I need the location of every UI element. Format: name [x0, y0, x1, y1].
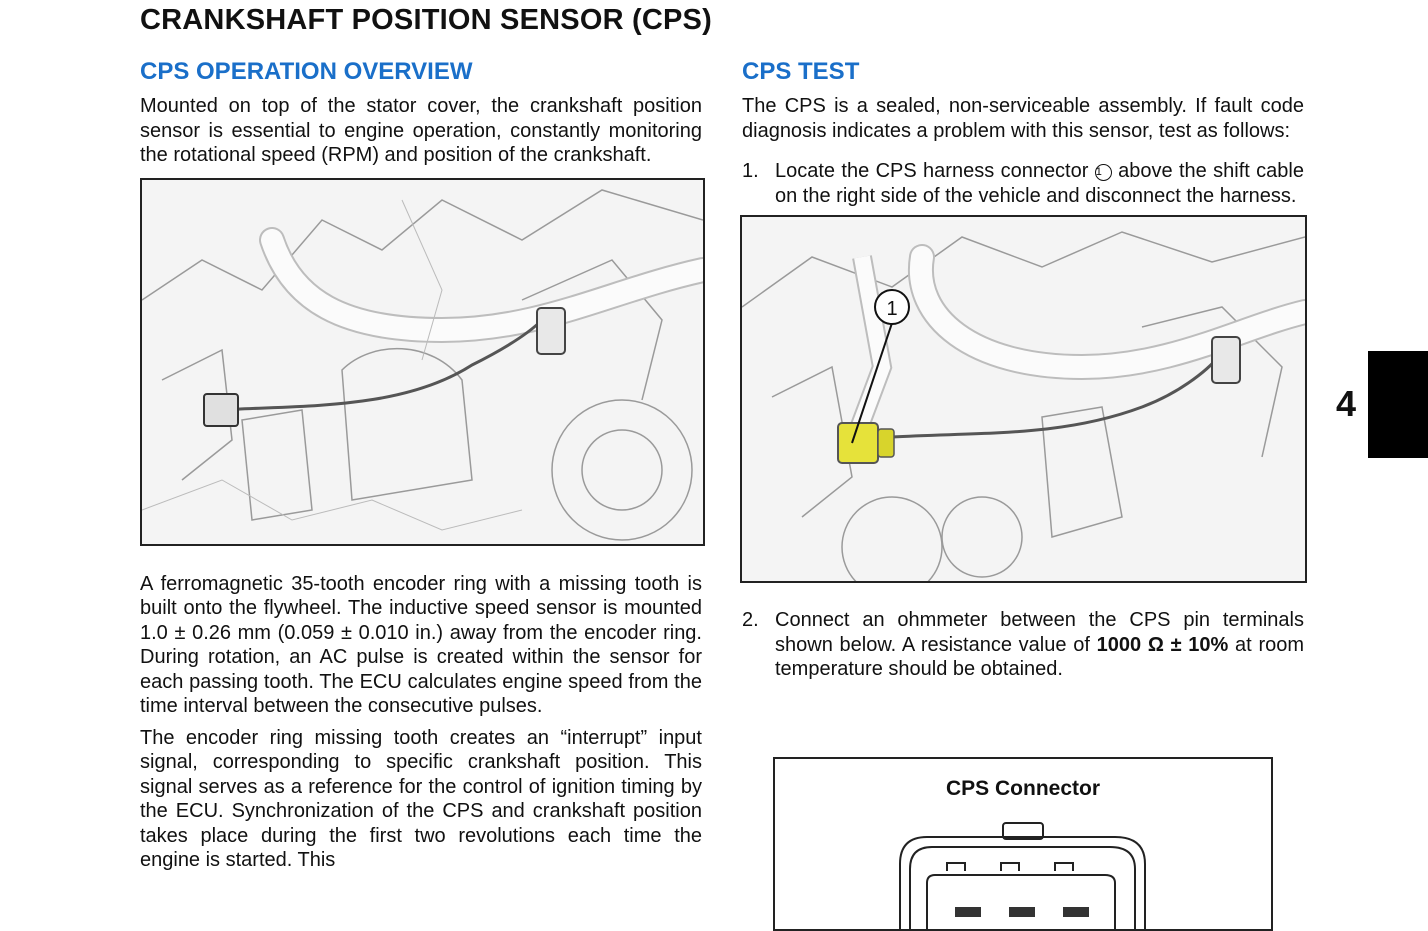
operation-overview-heading: CPS OPERATION OVERVIEW — [140, 58, 473, 85]
step-1-number: 1. — [742, 160, 759, 182]
cps-test-intro: The CPS is a sealed, non-serviceable assembly. If fault code diagnosis indicates a problem with this sensor, test as follows: — [742, 95, 1304, 142]
step-2-text-b: at room temperature should be obtained. — [775, 633, 1305, 680]
engine-illustration — [142, 180, 703, 544]
right-column — [742, 58, 1304, 682]
left-column — [140, 58, 702, 873]
encoder-ring-text: A ferromagnetic 35-tooth encoder ring with a missing tooth is built onto the flywheel. The inductive speed sensor is mounted 1.0 ± 0.26 mm (0.059 ± 0.010 in.) away from the encoder ring. During rotation, an AC pulse is created within the sensor for each passing tooth. The ECU calculates engine speed from the time interval between the consecutive pulses. — [140, 572, 702, 717]
connector-outline-illustration — [775, 759, 1271, 929]
test-steps-list-cont — [742, 608, 1304, 682]
chapter-tab — [1368, 351, 1428, 458]
step-1-text — [775, 159, 1304, 208]
step-2-text-a: Connect an ohmmeter between the CPS pin terminals shown below. A resistance value of — [775, 609, 1304, 656]
missing-tooth-text: The encoder ring missing tooth creates an “interrupt” input signal, corresponding to specific crankshaft position. This signal serves as a reference for the control of ignition timing by the ECU. Synchronization of the CPS and crankshaft position takes place during the first two revolutions each time the engine is started. This — [140, 726, 702, 871]
step-1-text-b: above the shift cable on the right side of the vehicle and disconnect the harness. — [775, 160, 1304, 207]
cps-connector-diagram — [773, 757, 1273, 931]
step-1-text-a: Locate the CPS harness connector — [775, 160, 1095, 182]
connector-location-illustration — [742, 217, 1305, 581]
engine-figure-connector — [740, 215, 1307, 583]
step-2-text — [775, 608, 1304, 682]
chapter-tab-number: 4 — [1336, 383, 1357, 424]
step-2-number: 2. — [742, 609, 759, 631]
engine-figure-overview — [140, 178, 705, 546]
test-step-1 — [742, 159, 1304, 208]
resistance-value: 1000 Ω ± 10% — [1096, 633, 1229, 656]
test-step-2 — [742, 608, 1304, 682]
test-steps-list — [742, 159, 1304, 208]
operation-intro-text: Mounted on top of the stator cover, the crankshaft position sensor is essential to engine operation, constantly monitoring the rotational speed (RPM) and position of the crankshaft. — [140, 95, 702, 166]
cps-test-heading: CPS TEST — [742, 58, 860, 85]
connector-diagram-title: CPS Connector — [945, 777, 1100, 800]
callout-1-marker: 1 — [1095, 164, 1112, 181]
page-title: CRANKSHAFT POSITION SENSOR (CPS) — [140, 4, 712, 36]
figure-callout-1: 1 — [886, 298, 898, 320]
